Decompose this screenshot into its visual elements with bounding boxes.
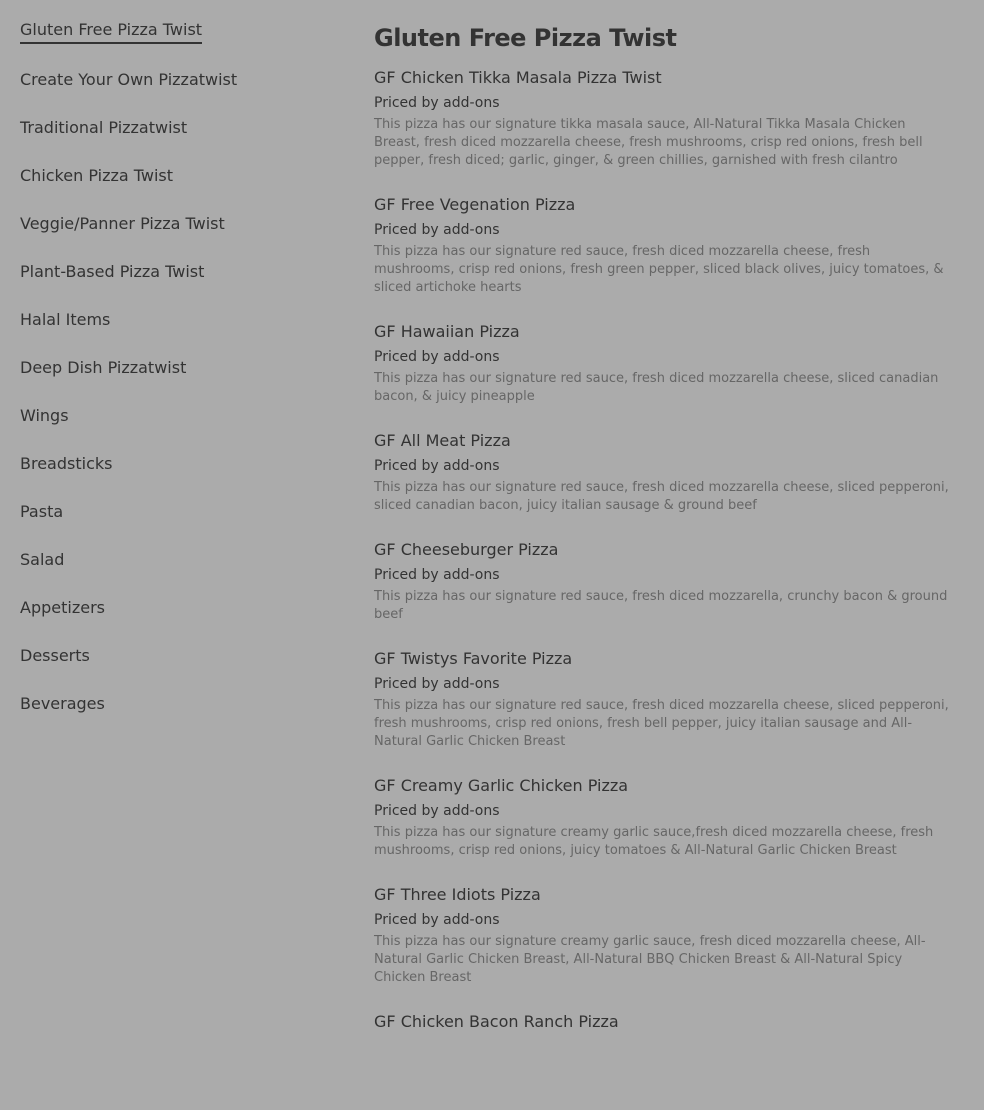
sidebar-item-beverages[interactable]: Beverages: [20, 694, 105, 713]
menu-item-price: Priced by add-ons: [374, 349, 500, 365]
menu-item-description: This pizza has our signature red sauce, fresh diced mozzarella cheese, sliced canadian bacon, & juicy pineapple: [374, 371, 939, 404]
sidebar-item-pasta[interactable]: Pasta: [20, 502, 64, 521]
menu-item[interactable]: [374, 540, 954, 624]
sidebar-item-halal-items[interactable]: Halal Items: [20, 310, 111, 329]
menu-section: [374, 22, 954, 1057]
sidebar-item-desserts[interactable]: Desserts: [20, 646, 90, 665]
menu-item[interactable]: [374, 1012, 954, 1032]
sidebar-item-chicken-pizza-twist[interactable]: Chicken Pizza Twist: [20, 166, 174, 185]
sidebar-item-deep-dish-pizzatwist[interactable]: Deep Dish Pizzatwist: [20, 358, 187, 377]
menu-item-description: This pizza has our signature red sauce, fresh diced mozzarella cheese, sliced pepperoni, sliced canadian bacon, juicy italian sausage & ground beef: [374, 480, 949, 513]
menu-item[interactable]: [374, 776, 954, 860]
sidebar-item-gluten-free-pizza-twist[interactable]: Gluten Free Pizza Twist: [20, 20, 202, 44]
menu-item[interactable]: [374, 431, 954, 515]
menu-item[interactable]: [374, 885, 954, 987]
menu-item-name[interactable]: GF Chicken Bacon Ranch Pizza: [374, 1012, 619, 1031]
sidebar-item-create-your-own-pizzatwist[interactable]: Create Your Own Pizzatwist: [20, 70, 238, 89]
menu-item-price: Priced by add-ons: [374, 95, 500, 111]
section-title: Gluten Free Pizza Twist: [374, 24, 677, 52]
sidebar-item-wings[interactable]: Wings: [20, 406, 69, 425]
menu-item[interactable]: [374, 322, 954, 406]
menu-item-description: This pizza has our signature red sauce, fresh diced mozzarella cheese, sliced pepperoni, fresh mushrooms, crisp red onions, fresh bell pepper, juicy italian sausage and All-Natural Garlic Chicken Breast: [374, 698, 949, 749]
menu-item-description: This pizza has our signature creamy garlic sauce, fresh diced mozzarella cheese, All-Natural Garlic Chicken Breast, All-Natural BBQ Chicken Breast & All-Natural Spicy Chicken Breast: [374, 934, 926, 985]
menu-item[interactable]: [374, 195, 954, 297]
menu-item-description: This pizza has our signature red sauce, fresh diced mozzarella, crunchy bacon & ground beef: [374, 589, 948, 622]
category-sidebar: [20, 20, 340, 742]
menu-item-name[interactable]: GF Twistys Favorite Pizza: [374, 649, 573, 668]
sidebar-item-traditional-pizzatwist[interactable]: Traditional Pizzatwist: [20, 118, 188, 137]
menu-item-name[interactable]: GF All Meat Pizza: [374, 431, 511, 450]
menu-item-price: Priced by add-ons: [374, 567, 500, 583]
menu-item-name[interactable]: GF Three Idiots Pizza: [374, 885, 541, 904]
sidebar-item-breadsticks[interactable]: Breadsticks: [20, 454, 113, 473]
menu-item-description: This pizza has our signature creamy garlic sauce,fresh diced mozzarella cheese, fresh mushrooms, crisp red onions, juicy tomatoes & All-Natural Garlic Chicken Breast: [374, 825, 934, 858]
menu-item-price: Priced by add-ons: [374, 803, 500, 819]
menu-item-name[interactable]: GF Chicken Tikka Masala Pizza Twist: [374, 68, 662, 87]
menu-item-description: This pizza has our signature tikka masala sauce, All-Natural Tikka Masala Chicken Breast, fresh diced mozzarella cheese, fresh mushrooms, crisp red onions, fresh bell pepper, fresh diced; garlic, ginger, & green chillies, garnished with fresh cilantro: [374, 117, 923, 168]
menu-item[interactable]: [374, 649, 954, 751]
menu-item-price: Priced by add-ons: [374, 676, 500, 692]
sidebar-item-salad[interactable]: Salad: [20, 550, 65, 569]
menu-item-name[interactable]: GF Hawaiian Pizza: [374, 322, 520, 341]
menu-item-price: Priced by add-ons: [374, 222, 500, 238]
menu-item-description: This pizza has our signature red sauce, fresh diced mozzarella cheese, fresh mushrooms, crisp red onions, fresh green pepper, sliced black olives, juicy tomatoes, & sliced artichoke hearts: [374, 244, 944, 295]
sidebar-item-appetizers[interactable]: Appetizers: [20, 598, 105, 617]
sidebar-item-veggie-panner-pizza-twist[interactable]: Veggie/Panner Pizza Twist: [20, 214, 225, 233]
menu-item-price: Priced by add-ons: [374, 912, 500, 928]
menu-item-name[interactable]: GF Free Vegenation Pizza: [374, 195, 576, 214]
menu-item[interactable]: [374, 68, 954, 170]
sidebar-item-plant-based-pizza-twist[interactable]: Plant-Based Pizza Twist: [20, 262, 205, 281]
menu-item-name[interactable]: GF Creamy Garlic Chicken Pizza: [374, 776, 629, 795]
menu-item-price: Priced by add-ons: [374, 458, 500, 474]
menu-item-name[interactable]: GF Cheeseburger Pizza: [374, 540, 559, 559]
